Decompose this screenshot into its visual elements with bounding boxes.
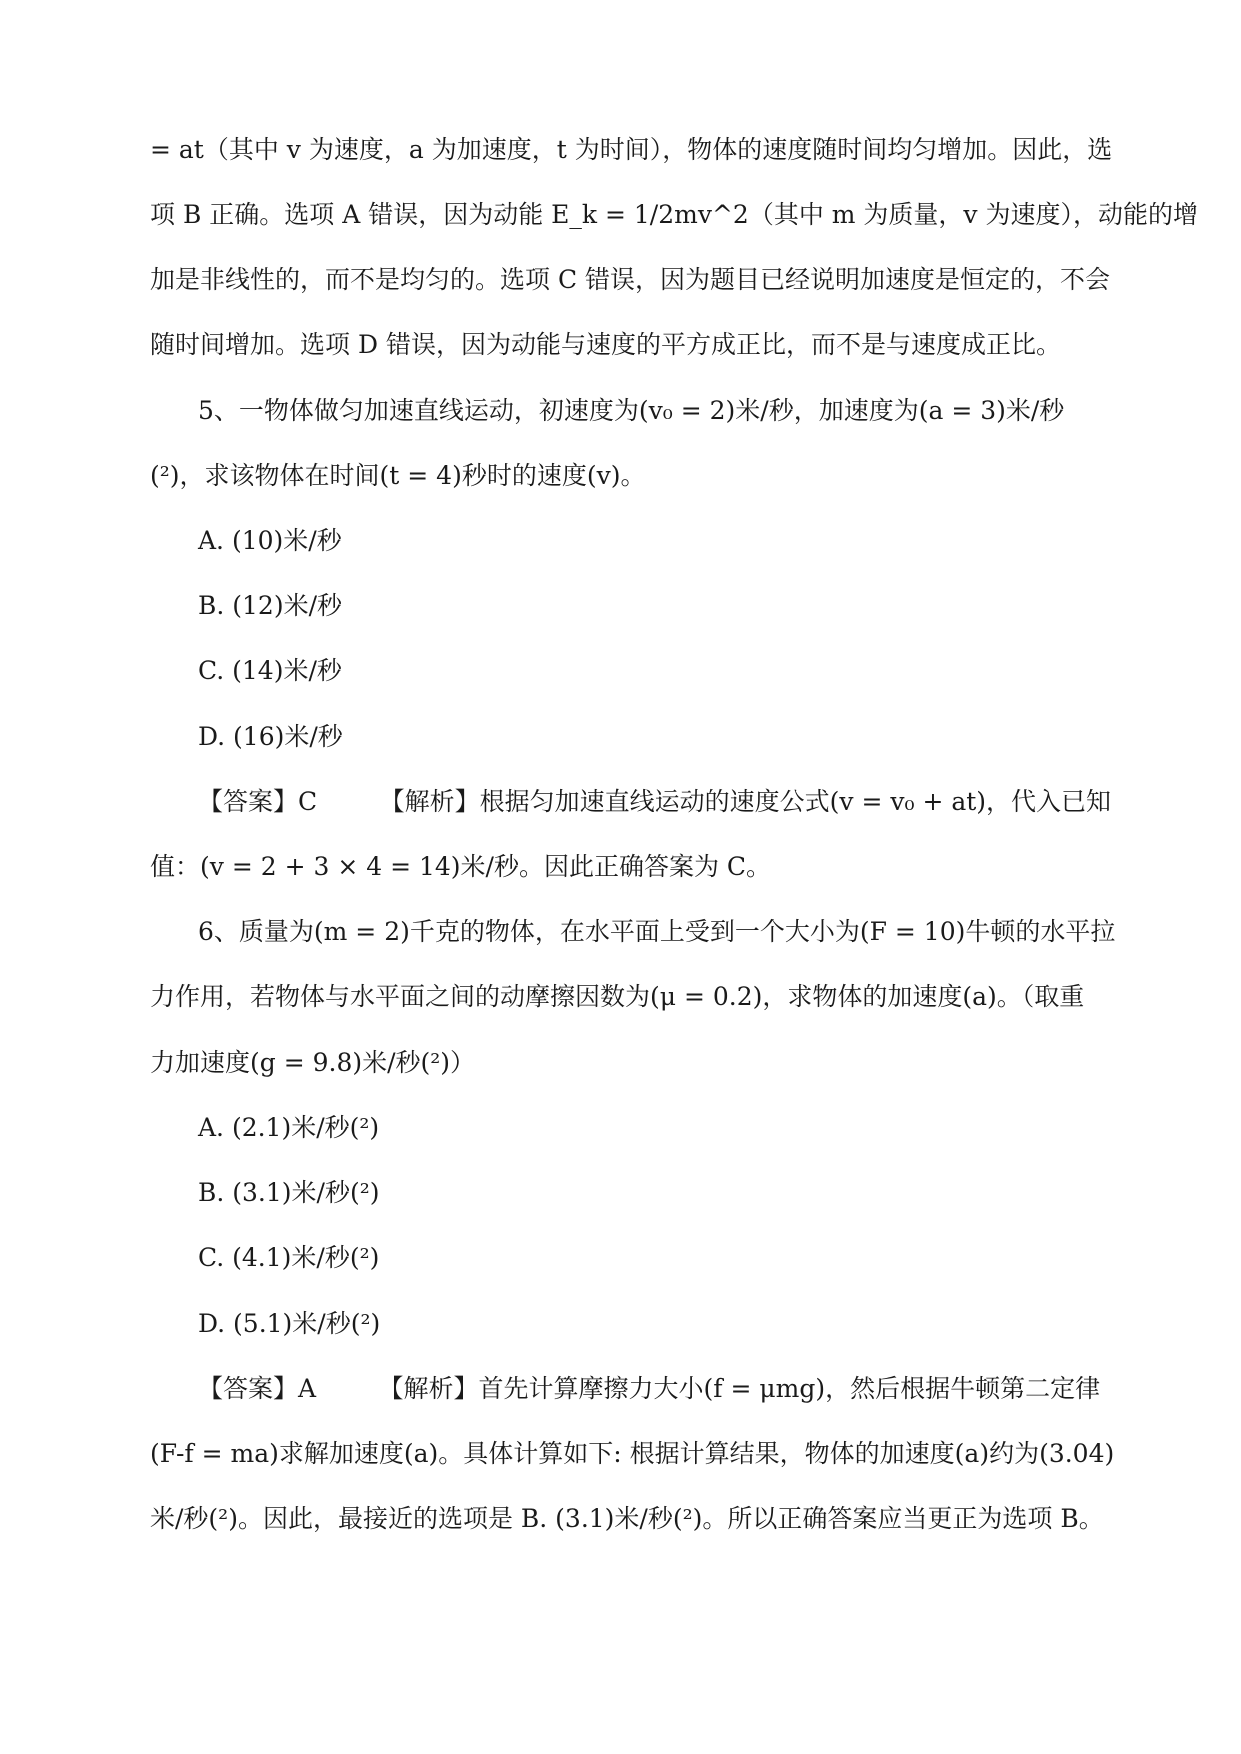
question-6-text-line-3: 力加速度(g = 9.8)米/秒(²)） (150, 1048, 476, 1077)
question-6-text-line-2: 力作用，若物体与水平面之间的动摩擦因数为(μ = 0.2)，求物体的加速度(a)。（取重 (150, 982, 1085, 1011)
question-6-answer-line-3: 米/秒(²)。因此，最接近的选项是 B. (3.1)米/秒(²)。所以正确答案应当更正为选项 B。 (150, 1504, 1104, 1533)
explanation-line-2: 项 B 正确。选项 A 错误，因为动能 E_k = 1/2mv^2（其中 m 为质量，v 为速度），动能的增 (150, 200, 1198, 229)
question-6-option-a: A. (2.1)米/秒(²) (198, 1113, 380, 1142)
question-5-option-c: C. (14)米/秒 (198, 656, 342, 685)
explanation-line-3: 加是非线性的，而不是均匀的。选项 C 错误，因为题目已经说明加速度是恒定的，不会 (150, 265, 1111, 294)
question-5-option-a: A. (10)米/秒 (198, 526, 342, 555)
question-6-option-d: D. (5.1)米/秒(²) (198, 1309, 381, 1338)
question-5-option-b: B. (12)米/秒 (198, 591, 343, 620)
question-5-text-line-2: (²)，求该物体在时间(t = 4)秒时的速度(v)。 (150, 461, 646, 490)
explanation-line-1: = at（其中 v 为速度，a 为加速度，t 为时间），物体的速度随时间均匀增加。因此，选 (150, 135, 1113, 164)
question-5-option-d: D. (16)米/秒 (198, 722, 343, 751)
question-6-answer-line-1: 【答案】A 【解析】首先计算摩擦力大小(f = μmg)，然后根据牛顿第二定律 (198, 1374, 1101, 1403)
question-6-answer-line-2: (F-f = ma)求解加速度(a)。具体计算如下: 根据计算结果，物体的加速度(a)约为(3.04) (150, 1439, 1115, 1468)
question-5-answer-line-1: 【答案】C 【解析】根据匀加速直线运动的速度公式(v = v₀ + at)，代入已知 (198, 787, 1112, 816)
explanation-line-4: 随时间增加。选项 D 错误，因为动能与速度的平方成正比，而不是与速度成正比。 (150, 330, 1061, 359)
question-5-text-line-1: 5、一物体做匀加速直线运动，初速度为(v₀ = 2)米/秒，加速度为(a = 3)米/秒 (198, 396, 1065, 425)
question-6-option-c: C. (4.1)米/秒(²) (198, 1243, 380, 1272)
question-5-answer-line-2: 值：(v = 2 + 3 × 4 = 14)米/秒。因此正确答案为 C。 (150, 852, 772, 881)
question-6-option-b: B. (3.1)米/秒(²) (198, 1178, 380, 1207)
question-6-text-line-1: 6、质量为(m = 2)千克的物体，在水平面上受到一个大小为(F = 10)牛顿的水平拉 (198, 917, 1116, 946)
